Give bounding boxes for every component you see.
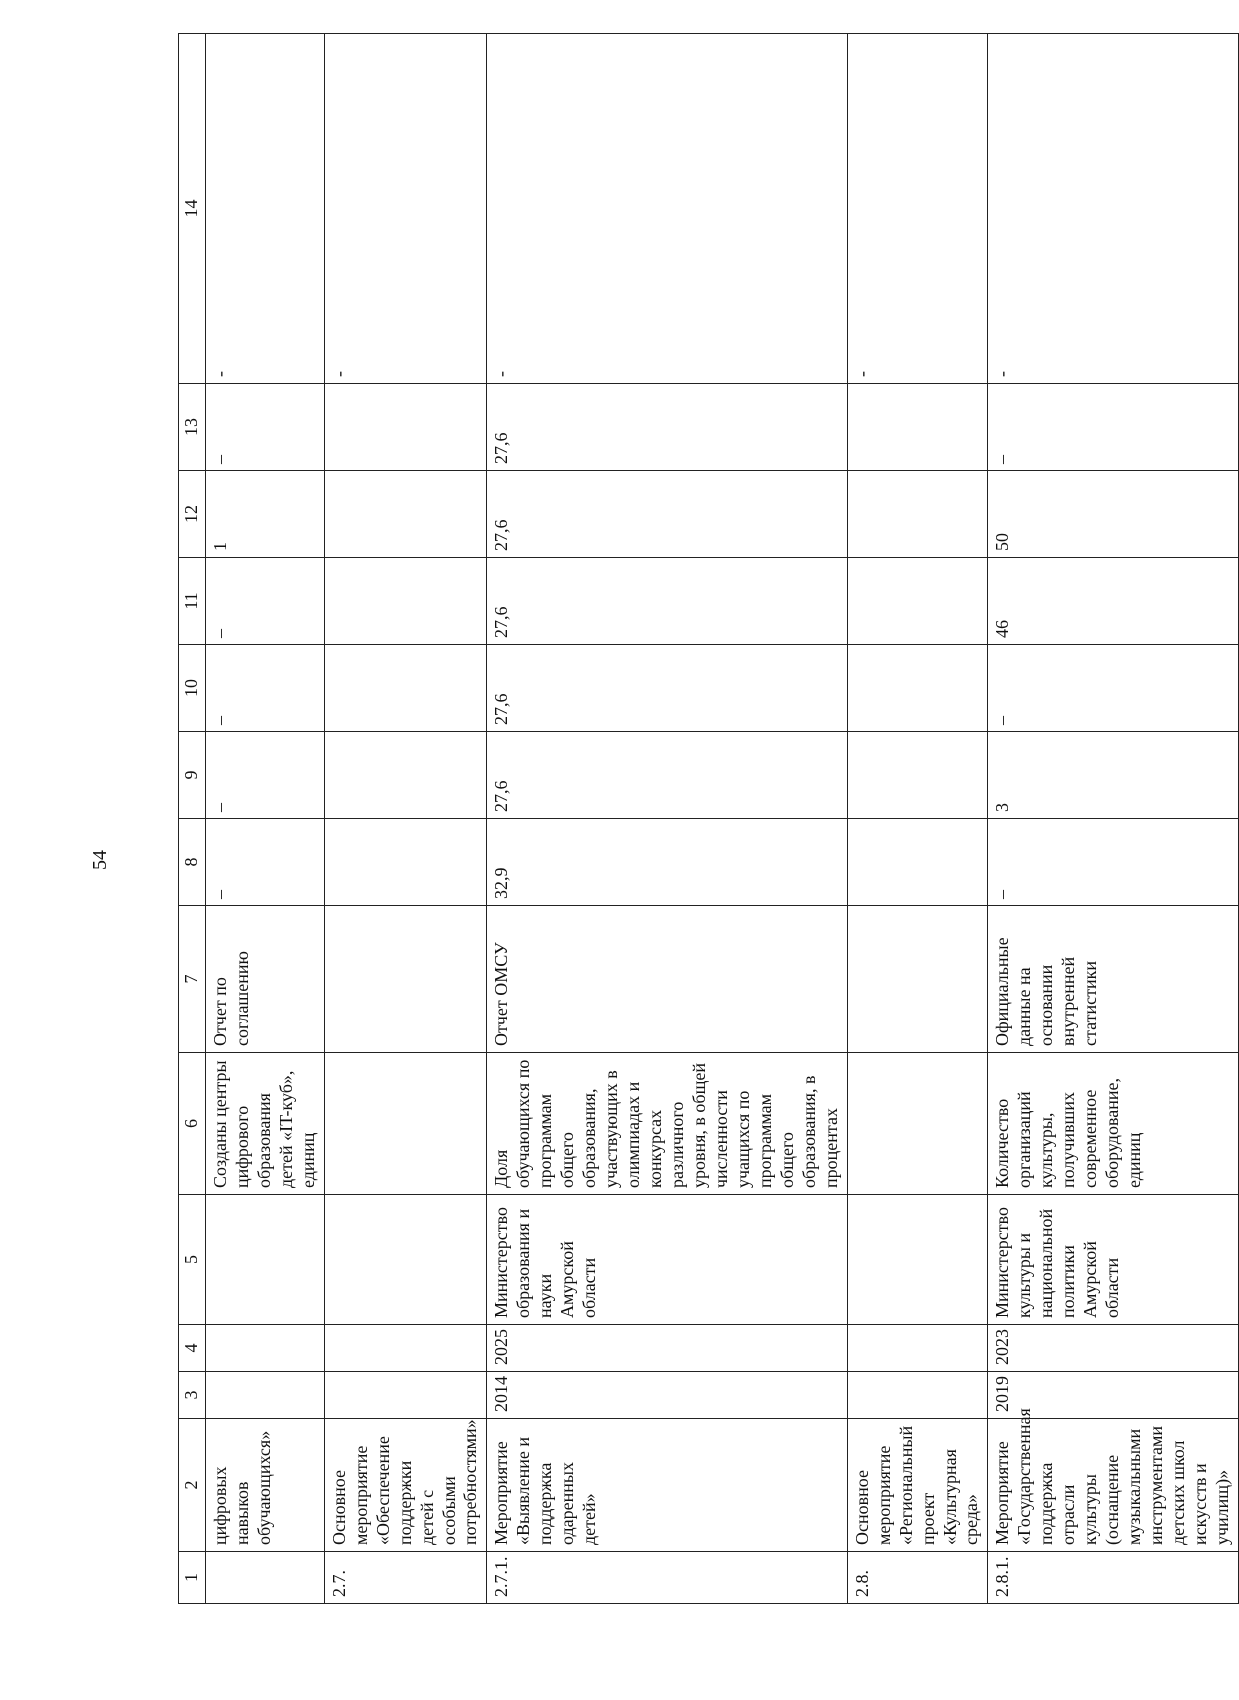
header-col-6: 6 [179, 1053, 206, 1195]
header-col-12: 12 [179, 471, 206, 558]
row-value-11: – [206, 558, 325, 645]
row-name: Мероприятие «Государственная поддержка отрасли культуры (оснащение музыкальными инструментами детских школ искусств и училищ)» [988, 1419, 1238, 1552]
row-number: 2.8. [847, 1552, 988, 1604]
header-row [179, 34, 206, 1604]
row-value-10: – [206, 645, 325, 732]
row-value-8: – [206, 819, 325, 906]
row-value-14: - [988, 34, 1238, 384]
header-col-14: 14 [179, 34, 206, 384]
header-col-13: 13 [179, 384, 206, 471]
row-value-14: - [487, 34, 847, 384]
row-value-10 [847, 645, 988, 732]
row-value-14: - [324, 34, 487, 384]
row-executor [206, 1195, 325, 1325]
row-value-11 [324, 558, 487, 645]
row-start-year [847, 1372, 988, 1419]
row-value-9: 3 [988, 732, 1238, 819]
row-value-9 [324, 732, 487, 819]
row-number: 2.7. [324, 1552, 487, 1604]
table-row [847, 34, 988, 1604]
row-value-8: – [988, 819, 1238, 906]
row-indicator: Созданы центры цифрового образования детей «IT-куб», единиц [206, 1053, 325, 1195]
row-source: Отчет ОМСУ [487, 906, 847, 1053]
row-value-12: 1 [206, 471, 325, 558]
row-indicator [847, 1053, 988, 1195]
row-source: Официальные данные на основании внутренней статистики [988, 906, 1238, 1053]
row-value-14: - [206, 34, 325, 384]
row-value-10: 27,6 [487, 645, 847, 732]
indicators-table [178, 33, 1239, 1604]
header-col-3: 3 [179, 1372, 206, 1419]
row-number: 2.7.1. [487, 1552, 847, 1604]
row-name: Основное мероприятие «Обеспечение поддержки детей с особыми потребностями» [324, 1419, 487, 1552]
row-value-12 [847, 471, 988, 558]
row-value-10 [324, 645, 487, 732]
header-col-5: 5 [179, 1195, 206, 1325]
row-name: Основное мероприятие «Региональный проект «Культурная среда» [847, 1419, 988, 1552]
header-col-10: 10 [179, 645, 206, 732]
row-value-8: 32,9 [487, 819, 847, 906]
header-col-8: 8 [179, 819, 206, 906]
row-value-12 [324, 471, 487, 558]
row-value-13: – [988, 384, 1238, 471]
table-row [988, 34, 1238, 1604]
row-end-year: 2025 [487, 1325, 847, 1372]
row-name: цифровых навыков обучающихся» [206, 1419, 325, 1552]
row-value-12: 50 [988, 471, 1238, 558]
row-start-year [324, 1372, 487, 1419]
row-value-11 [847, 558, 988, 645]
row-value-9: – [206, 732, 325, 819]
row-number: 2.8.1. [988, 1552, 1238, 1604]
row-name: Мероприятие «Выявление и поддержка одаренных детей» [487, 1419, 847, 1552]
row-value-11: 46 [988, 558, 1238, 645]
row-end-year [206, 1325, 325, 1372]
row-value-9 [847, 732, 988, 819]
row-start-year: 2019 [988, 1372, 1238, 1419]
row-start-year: 2014 [487, 1372, 847, 1419]
header-col-7: 7 [179, 906, 206, 1053]
row-value-12: 27,6 [487, 471, 847, 558]
row-end-year [324, 1325, 487, 1372]
table-row [487, 34, 847, 1604]
header-col-9: 9 [179, 732, 206, 819]
row-value-8 [324, 819, 487, 906]
header-col-2: 2 [179, 1419, 206, 1552]
row-number [206, 1552, 325, 1604]
row-executor: Министерство культуры и национальной политики Амурской области [988, 1195, 1238, 1325]
row-value-10: – [988, 645, 1238, 732]
row-value-13 [847, 384, 988, 471]
row-value-9: 27,6 [487, 732, 847, 819]
row-indicator: Количество организаций культуры, получивших современное оборудование, единиц [988, 1053, 1238, 1195]
row-value-8 [847, 819, 988, 906]
row-start-year [206, 1372, 325, 1419]
row-source [324, 906, 487, 1053]
header-col-4: 4 [179, 1325, 206, 1372]
row-executor: Министерство образования и науки Амурской области [487, 1195, 847, 1325]
row-value-11: 27,6 [487, 558, 847, 645]
header-col-11: 11 [179, 558, 206, 645]
row-source [847, 906, 988, 1053]
row-executor [847, 1195, 988, 1325]
row-value-13 [324, 384, 487, 471]
table-row [324, 34, 487, 1604]
header-col-1: 1 [179, 1552, 206, 1604]
row-executor [324, 1195, 487, 1325]
row-indicator [324, 1053, 487, 1195]
row-value-13: 27,6 [487, 384, 847, 471]
row-end-year [847, 1325, 988, 1372]
row-value-13: – [206, 384, 325, 471]
table-row [206, 34, 325, 1604]
row-end-year: 2023 [988, 1325, 1238, 1372]
page-number: 54 [89, 850, 111, 870]
row-indicator: Доля обучающихся по программам общего образования, участвующих в олимпиадах и конкурсах различного уровня, в общей численности учащихся по программам общего образования, в процентах [487, 1053, 847, 1195]
row-value-14: - [847, 34, 988, 384]
row-source: Отчет по соглашению [206, 906, 325, 1053]
table-rotated-container [178, 34, 1232, 1604]
